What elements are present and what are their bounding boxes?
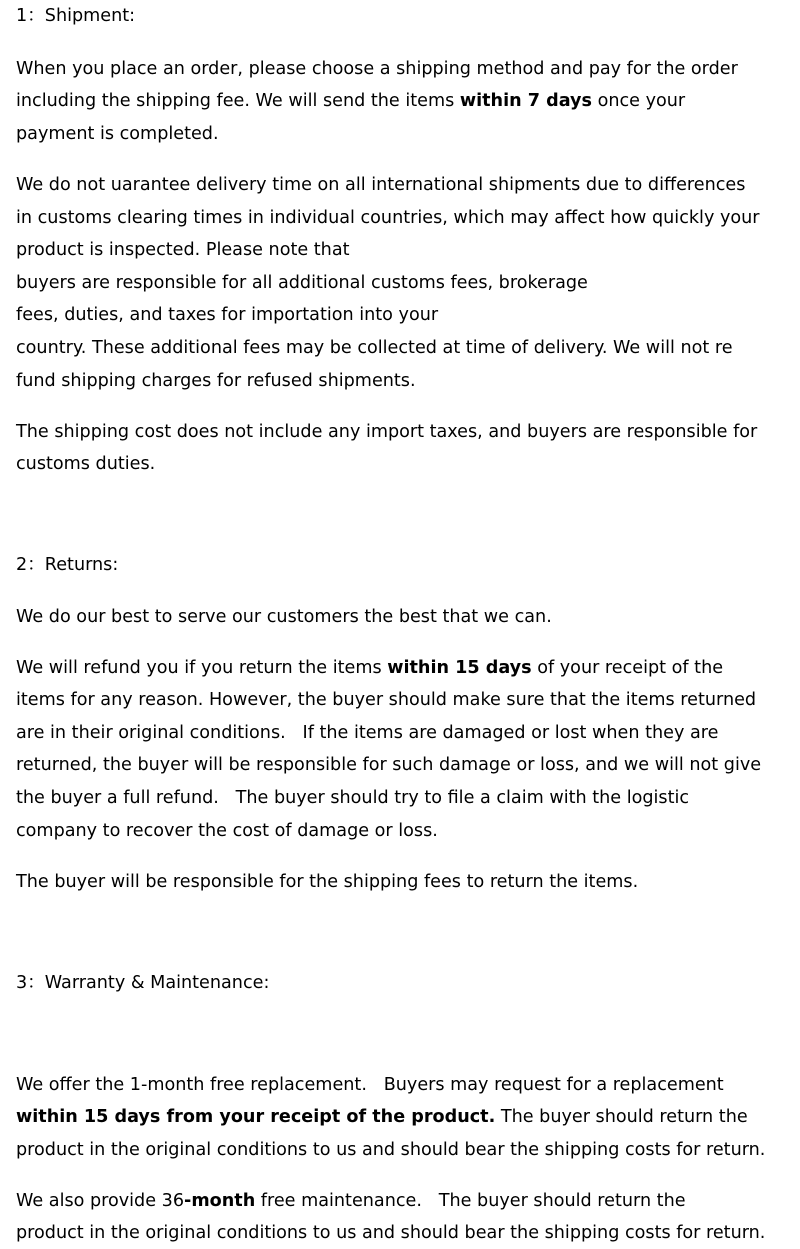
shipment-p2-line7: fund shipping charges for refused shipments. [16, 371, 416, 391]
shipment-p2-line5: fees, duties, and taxes for importation into your [16, 305, 439, 325]
returns-heading: 2：Returns: [16, 555, 119, 575]
emphasis-month: -month [184, 1191, 256, 1211]
warranty-p1-line2 [16, 1105, 748, 1129]
shipment-p1-line3: payment is completed. [16, 124, 219, 144]
returns-p1: We do our best to serve our customers the best that we can. [16, 607, 552, 627]
shipment-p2-line3: product is inspected. Please note that [16, 240, 350, 260]
shipment-p1-line2 [16, 89, 685, 113]
shipment-p2-line1: We do not uarantee delivery time on all international shipments due to differences [16, 175, 746, 195]
returns-p2-line2: items for any reason. However, the buyer should make sure that the items returned [16, 690, 757, 710]
text-run: We also provide 36 [16, 1191, 185, 1211]
shipment-p2-line2: in customs clearing times in individual countries, which may affect how quickly your [16, 208, 760, 228]
text-run: We will refund you if you return the items [16, 658, 388, 678]
returns-p2-line1 [16, 656, 723, 680]
emphasis-within-7-days: within 7 days [459, 91, 592, 111]
text-run: including the shipping fee. We will send the items [16, 91, 460, 111]
returns-p2-line3: are in their original conditions. If the items are damaged or lost when they are [16, 723, 719, 743]
warranty-heading: 3：Warranty & Maintenance: [16, 973, 270, 993]
shipment-p3-line2: customs duties. [16, 454, 156, 474]
text-run: The buyer should return the [495, 1107, 748, 1127]
text-run: of your receipt of the [531, 658, 724, 678]
text-run: once your [592, 91, 686, 111]
text-run: free maintenance. The buyer should return the [255, 1191, 686, 1211]
shipment-p1-line1: When you place an order, please choose a shipping method and pay for the order [16, 59, 738, 79]
warranty-p1-line3: product in the original conditions to us and should bear the shipping costs for return. [16, 1140, 766, 1160]
warranty-p2-line1 [16, 1189, 686, 1213]
warranty-p2-line2: product in the original conditions to us and should bear the shipping costs for return. [16, 1223, 766, 1243]
emphasis-within-15-days-receipt: within 15 days from your receipt of the product. [16, 1107, 496, 1127]
shipment-heading: 1：Shipment: [16, 6, 136, 26]
shipment-p2-line6: country. These additional fees may be collected at time of delivery. We will not re [16, 338, 733, 358]
shipment-p3-line1: The shipping cost does not include any import taxes, and buyers are responsible for [16, 422, 758, 442]
returns-p2-line6: company to recover the cost of damage or loss. [16, 821, 438, 841]
shipment-p2-line4: buyers are responsible for all additional customs fees, brokerage [16, 273, 588, 293]
returns-p2-line5: the buyer a full refund. The buyer should try to file a claim with the logistic [16, 788, 690, 808]
returns-p3: The buyer will be responsible for the shipping fees to return the items. [16, 872, 639, 892]
warranty-p1-line1: We offer the 1-month free replacement. Buyers may request for a replacement [16, 1075, 724, 1095]
emphasis-within-15-days: within 15 days [387, 658, 532, 678]
returns-p2-line4: returned, the buyer will be responsible for such damage or loss, and we will not give [16, 755, 762, 775]
